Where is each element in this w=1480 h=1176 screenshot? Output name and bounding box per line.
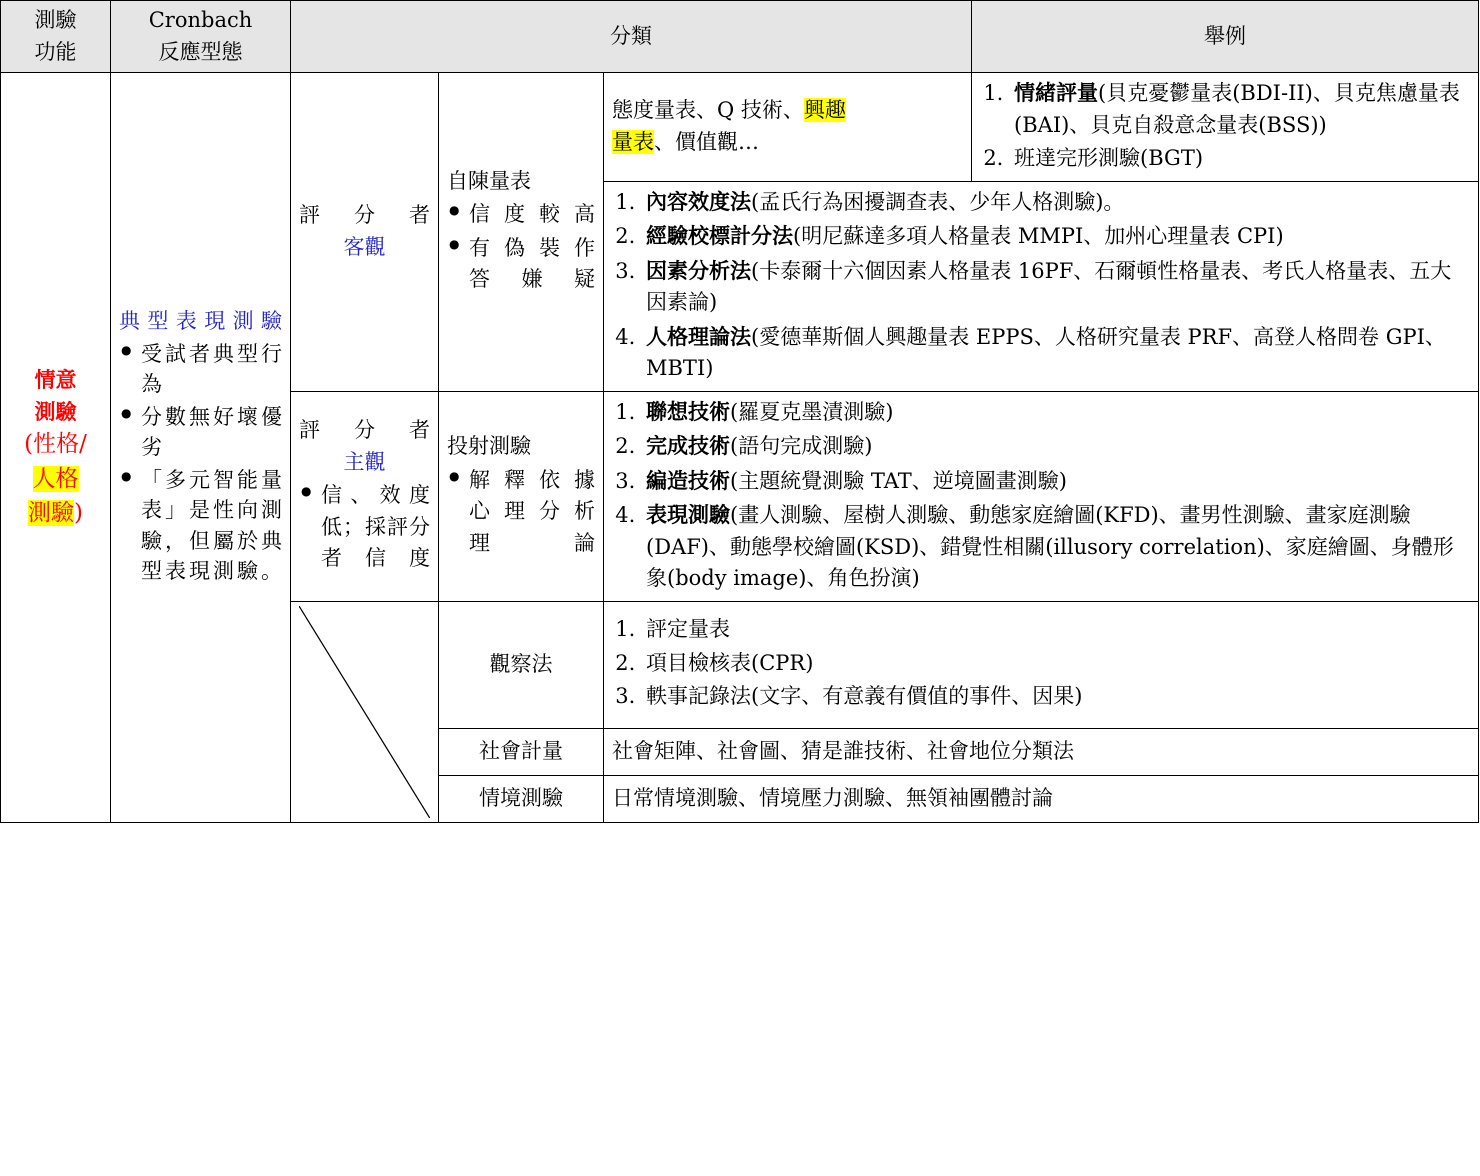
cell-sociometry-examples: 社會矩陣、社會圖、猜是誰技術、社會地位分類法 bbox=[604, 728, 1479, 775]
list-item bbox=[642, 186, 1470, 219]
self-report-instruments-hl2: 量表 bbox=[612, 129, 654, 154]
header-test-function-line1: 測驗 bbox=[34, 8, 77, 32]
cell-category-sociometry: 社會計量 bbox=[439, 728, 604, 775]
list-item bbox=[642, 499, 1470, 595]
scorer-subjective-line1: 評 分 者 bbox=[299, 418, 430, 443]
list-item: ● 信、效度低；採評分者信度 bbox=[319, 480, 430, 575]
emotion-item-rest: 班達完形測驗(BGT) bbox=[1014, 146, 1204, 170]
list-item bbox=[642, 255, 1470, 319]
function-title-line1: 情意 bbox=[34, 367, 77, 393]
cell-cronbach-typical-performance bbox=[111, 73, 291, 823]
cell-projective-methods bbox=[604, 391, 1479, 601]
header-classification: 分類 bbox=[291, 1, 972, 73]
cell-situational-examples: 日常情境測驗、情境壓力測驗、無領袖團體討論 bbox=[604, 775, 1479, 822]
list-item bbox=[642, 465, 1470, 498]
header-test-function bbox=[1, 1, 111, 73]
list-item bbox=[1010, 143, 1470, 175]
cell-category-observation: 觀察法 bbox=[439, 601, 604, 728]
header-examples: 舉例 bbox=[972, 1, 1479, 73]
observation-method-list bbox=[612, 614, 1470, 713]
header-test-function-line2: 功能 bbox=[34, 39, 77, 64]
list-item: 3. 軼事記錄法(文字、有意義有價值的事件、因果) bbox=[642, 681, 1470, 713]
function-subtitle bbox=[9, 427, 102, 531]
list-item bbox=[642, 220, 1470, 253]
method-bold: 人格理論法 bbox=[646, 323, 751, 349]
projective-method-list bbox=[612, 396, 1470, 595]
table-header-row bbox=[1, 1, 1479, 73]
scorer-objective-line2: 客觀 bbox=[343, 234, 386, 259]
method-rest: (主題統覺測驗 TAT、逆境圖畫測驗) bbox=[730, 468, 1067, 493]
cell-scorer-objective bbox=[291, 73, 439, 392]
projective-bullets bbox=[447, 465, 595, 560]
method-rest: (愛德華斯個人興趣量表 EPPS、人格研究量表 PRF、高登人格問卷 GPI、MBTI) bbox=[646, 324, 1446, 380]
list-item: ● 受試者典型行為 bbox=[139, 339, 282, 400]
method-bold: 表現測驗 bbox=[646, 502, 730, 527]
cronbach-bullet-list bbox=[119, 339, 282, 587]
function-title-line2: 測驗 bbox=[34, 398, 77, 424]
method-rest: (孟氏行為困擾調查表、少年人格測驗)。 bbox=[751, 189, 1125, 214]
header-cronbach-line1: Cronbach bbox=[148, 8, 253, 32]
method-rest: (明尼蘇達多項人格量表 MMPI、加州心理量表 CPI) bbox=[793, 224, 1284, 248]
cell-empty-diagonal bbox=[291, 601, 439, 822]
function-subtitle-highlight2: 測驗 bbox=[28, 500, 74, 527]
method-rest: (畫人測驗、屋樹人測驗、動態家庭繪圖(KFD)、畫男性測驗、畫家庭測驗(DAF)、動態學校繪圖(KSD)、錯覺性相關(illusory correlation)、家庭繪圖、身體形象(body image)、角色扮演) bbox=[646, 503, 1454, 590]
scorer-subjective-bullets bbox=[299, 480, 430, 575]
function-subtitle-highlight1: 人格 bbox=[32, 465, 79, 492]
cell-category-self-report bbox=[439, 73, 604, 392]
list-item: ● 信 度 較 高 bbox=[467, 199, 595, 231]
list-item: ● 解 釋 依 據 心 理 分 析 理 論 bbox=[467, 465, 595, 560]
cell-test-function bbox=[1, 73, 111, 823]
list-item: ● 「多元智能量表」是性向測驗，但屬於典型表現測驗。 bbox=[139, 465, 282, 587]
cell-emotion-examples bbox=[972, 73, 1479, 182]
header-cronbach bbox=[111, 1, 291, 73]
category-self-report-title: 自陳量表 bbox=[447, 168, 531, 193]
list-item: 1. 評定量表 bbox=[642, 614, 1470, 646]
diagonal-line-icon bbox=[299, 606, 430, 818]
cell-scorer-subjective bbox=[291, 391, 439, 601]
method-rest: (卡泰爾十六個因素人格量表 16PF、石爾頓性格量表、考氏人格量表、五大因素論) bbox=[646, 258, 1452, 314]
list-item bbox=[642, 430, 1470, 463]
method-bold: 因素分析法 bbox=[646, 257, 751, 283]
method-bold: 完成技術 bbox=[646, 433, 730, 458]
method-rest: (羅夏克墨漬測驗) bbox=[730, 399, 894, 424]
cell-self-report-methods bbox=[604, 181, 1479, 391]
cell-category-projective bbox=[439, 391, 604, 601]
method-bold: 經驗校標計分法 bbox=[646, 223, 793, 248]
method-rest: (語句完成測驗) bbox=[730, 434, 873, 458]
row-self-report-examples bbox=[1, 73, 1479, 182]
cronbach-heading: 典型表現測驗 bbox=[119, 309, 282, 334]
emotion-item-rest: (貝克憂鬱量表(BDI-II)、貝克焦慮量表(BAI)、貝克自殺意念量表(BSS)) bbox=[1014, 81, 1460, 137]
method-bold: 編造技術 bbox=[646, 467, 730, 493]
emotion-item-bold: 情緒評量 bbox=[1014, 80, 1099, 105]
self-report-instruments-post: 、價值觀… bbox=[654, 129, 759, 154]
scorer-objective-line1: 評 分 者 bbox=[299, 203, 430, 228]
self-report-instruments-hl1: 興趣 bbox=[803, 98, 846, 123]
method-bold: 聯想技術 bbox=[646, 398, 730, 424]
cell-self-report-instrument-list bbox=[604, 73, 972, 182]
list-item: 2. 項目檢核表(CPR) bbox=[642, 648, 1470, 680]
self-report-instruments-pre: 態度量表、Q 技術、 bbox=[612, 98, 804, 123]
method-bold: 內容效度法 bbox=[646, 188, 751, 214]
self-report-bullets bbox=[447, 199, 595, 296]
emotion-example-list bbox=[980, 77, 1470, 175]
category-projective-title: 投射測驗 bbox=[447, 434, 531, 458]
self-report-method-list bbox=[612, 186, 1470, 385]
function-subtitle-close: ) bbox=[74, 500, 83, 527]
scorer-subjective-line2: 主觀 bbox=[343, 449, 386, 474]
cell-observation-methods bbox=[604, 601, 1479, 728]
list-item bbox=[1010, 77, 1470, 141]
function-subtitle-open: (性格/ bbox=[24, 431, 87, 458]
list-item bbox=[642, 321, 1470, 385]
header-cronbach-line2: 反應型態 bbox=[158, 39, 243, 64]
list-item bbox=[642, 396, 1470, 429]
list-item: ● 分數無好壞優劣 bbox=[139, 402, 282, 463]
list-item: ● 有 偽 裝 作 答 嫌 疑 bbox=[467, 233, 595, 296]
cell-category-situational: 情境測驗 bbox=[439, 775, 604, 822]
